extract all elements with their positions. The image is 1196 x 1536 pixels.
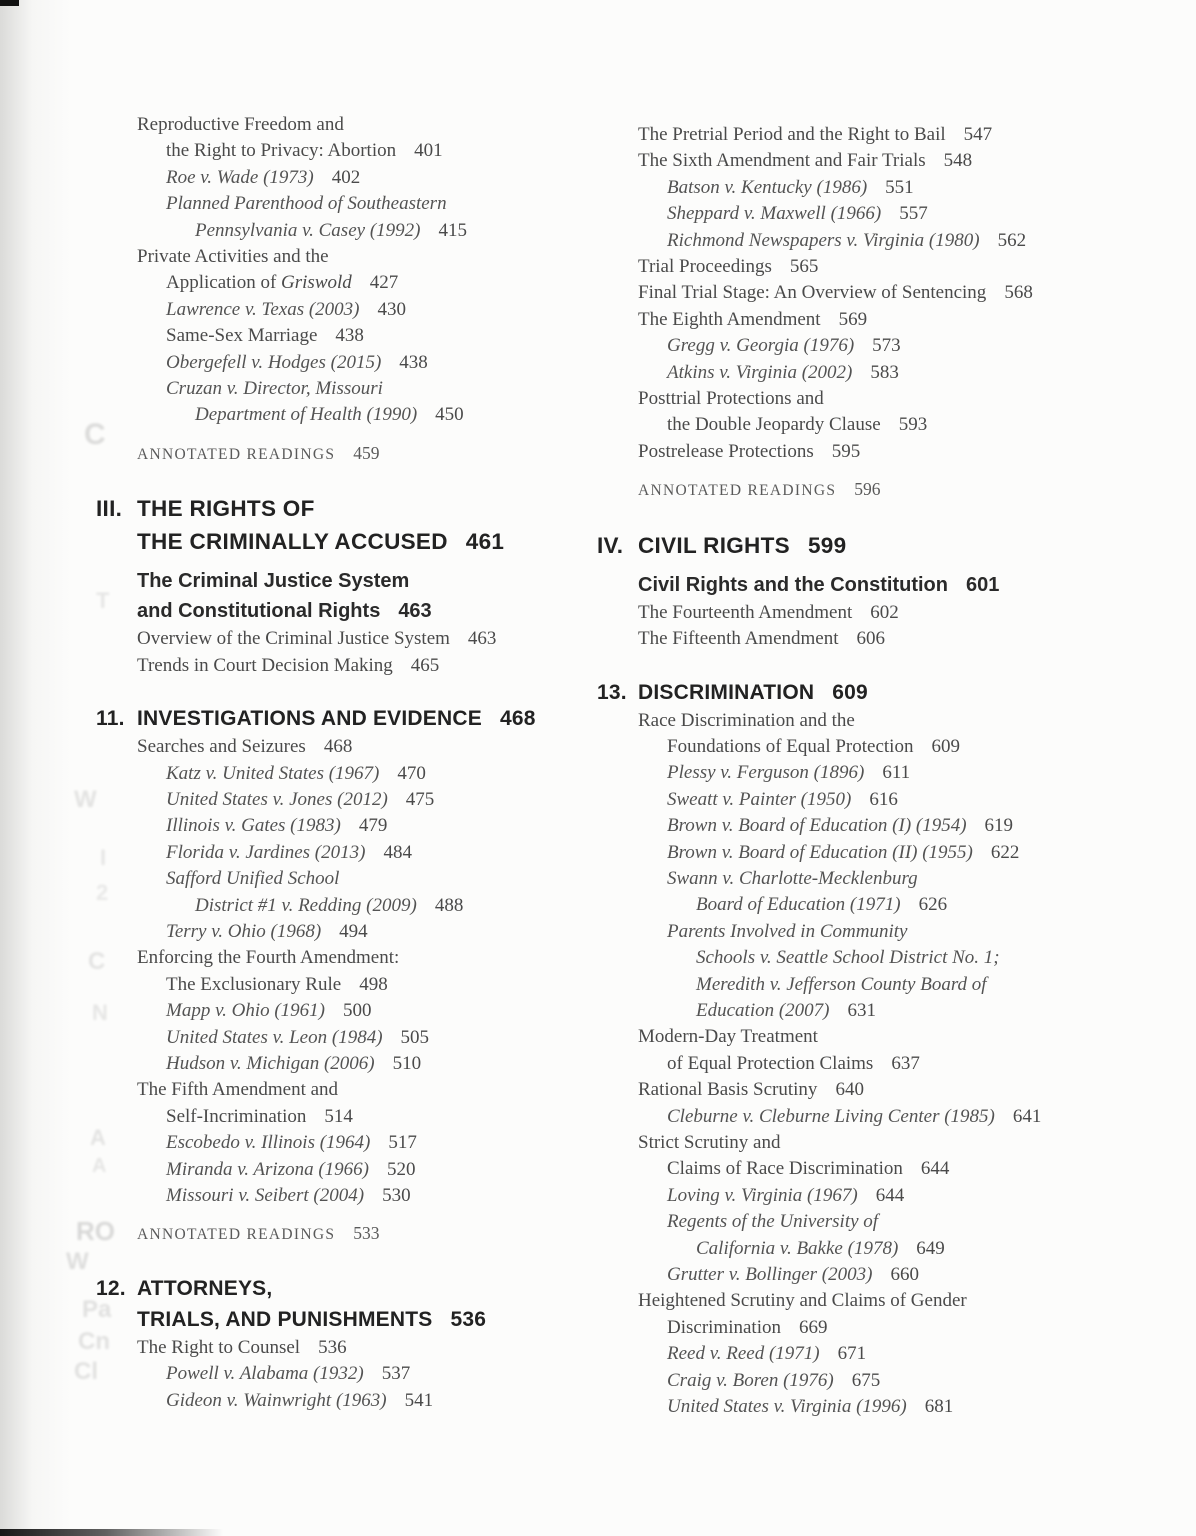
entry-page-number: 479 [358, 815, 388, 837]
toc-case-line [597, 945, 1172, 971]
toc-case-line [96, 165, 584, 191]
entry-page-number: 450 [435, 404, 464, 426]
entry-text: Grutter v. Bollinger (2003) [667, 1264, 873, 1286]
toc-case-line [96, 761, 584, 787]
entry-text: Batson v. Kentucky (1986) [667, 176, 868, 198]
entry-text: Discrimination [667, 1316, 781, 1338]
toc-section-line [597, 439, 1172, 465]
toc-case-line [96, 1130, 584, 1156]
entry-text: Rational Basis Scrutiny [638, 1079, 818, 1101]
toc-section-line [96, 112, 584, 138]
toc-section-line [597, 626, 1172, 652]
entry-text: Richmond Newspapers v. Virginia (1980) [667, 229, 980, 251]
toc-case-line [597, 760, 1172, 786]
toc-case-line [96, 1361, 584, 1387]
entry-text: Posttrial Protections and [638, 388, 824, 410]
entry-text: THE CRIMINALLY ACCUSED [137, 529, 448, 555]
toc-section-line [597, 600, 1172, 626]
toc-section-line [597, 1077, 1172, 1103]
entry-text: Modern-Day Treatment [638, 1026, 818, 1048]
entry-text: Overview of the Criminal Justice System [137, 628, 450, 650]
toc-case-line [597, 1368, 1172, 1394]
subsection-heading-line [96, 596, 584, 626]
entry-text: Atkins v. Virginia (2002) [667, 361, 853, 383]
toc-case-line [96, 893, 584, 919]
entry-page-number: 500 [343, 1000, 372, 1022]
scan-gutter-shadow [0, 0, 72, 1536]
toc-column-left [96, 0, 584, 1414]
entry-page-number: 438 [399, 351, 428, 373]
entry-text: Reproductive Freedom and [137, 114, 344, 135]
toc-case-line [597, 1341, 1172, 1367]
chapter-heading-line [597, 677, 1172, 708]
entry-page-number: 520 [387, 1158, 416, 1180]
toc-case-line [597, 998, 1172, 1024]
entry-page-number: 468 [499, 707, 536, 731]
entry-text: THE RIGHTS OF [137, 496, 315, 522]
entry-text: District #1 v. Redding (2009) [195, 894, 417, 916]
entry-text: Planned Parenthood of Southeastern [166, 193, 447, 215]
entry-page-number: 468 [323, 736, 353, 758]
entry-page-number: 562 [997, 229, 1027, 251]
entry-text: Illinois v. Gates (1983) [166, 815, 341, 837]
entry-page-number: 557 [899, 203, 928, 225]
toc-case-line [96, 297, 584, 323]
entry-number: 11. [96, 707, 125, 731]
toc-case-line [597, 972, 1172, 998]
toc-case-line [96, 376, 584, 402]
entry-page-number: 601 [965, 573, 1000, 596]
entry-text: Regents of the University of [667, 1211, 879, 1233]
entry-text: Terry v. Ohio (1968) [166, 920, 322, 942]
toc-column-right [597, 0, 1172, 1420]
entry-page-number: 510 [392, 1052, 422, 1074]
entry-text: Florida v. Jardines (2013) [166, 841, 366, 863]
subsection-heading-line [96, 566, 584, 596]
entry-page-number: 463 [467, 628, 497, 650]
entry-text: Escobedo v. Illinois (1964) [166, 1132, 371, 1154]
bleed-through-mark: 2 [96, 880, 109, 905]
scan-corner-mark [0, 0, 19, 6]
entry-page-number: 537 [381, 1363, 411, 1385]
entry-text: United States v. Jones (2012) [166, 788, 388, 810]
entry-text: Gregg v. Georgia (1976) [667, 335, 855, 357]
entry-page-number: 599 [807, 532, 847, 558]
entry-page-number: 494 [339, 920, 368, 942]
entry-page-number: 498 [359, 973, 388, 995]
entry-text: Craig v. Boren (1976) [667, 1369, 834, 1391]
entry-page-number: 596 [854, 479, 881, 500]
entry-text: Department of Health (1990) [195, 404, 418, 426]
entry-page-number: 484 [383, 841, 412, 863]
entry-text: Searches and Seizures [137, 736, 306, 758]
toc-section-line [96, 626, 584, 652]
bleed-through-mark: C [84, 418, 106, 451]
toc-case-line [96, 998, 584, 1024]
entry-page-number: 459 [353, 442, 380, 463]
bleed-through-mark: W [74, 786, 97, 813]
entry-text: United States v. Virginia (1996) [667, 1396, 907, 1418]
entry-text: Sweatt v. Painter (1950) [667, 788, 852, 810]
entry-text: Private Activities and the [137, 246, 329, 268]
entry-page-number: 616 [869, 788, 898, 810]
entry-page-number: 631 [847, 999, 877, 1021]
entry-page-number: 595 [831, 440, 861, 462]
entry-text: of Equal Protection Claims [667, 1052, 874, 1074]
toc-case-line [597, 1262, 1172, 1288]
toc-case-line [597, 813, 1172, 839]
entry-text: and Constitutional Rights [137, 600, 381, 623]
toc-case-line [597, 1394, 1172, 1420]
toc-case-line [597, 919, 1172, 945]
part-heading-line [96, 492, 584, 525]
entry-page-number: 565 [789, 256, 819, 278]
entry-page-number: 611 [882, 762, 911, 784]
part-heading-line [597, 529, 1172, 562]
toc-case-line [597, 1209, 1172, 1235]
entry-page-number: 551 [885, 176, 914, 198]
entry-text: Swann v. Charlotte-Mecklenburg [667, 867, 918, 889]
toc-case-line [96, 1051, 584, 1077]
entry-text: California v. Bakke (1978) [696, 1237, 899, 1259]
entry-text: Schools v. Seattle School District No. 1; [696, 947, 1000, 969]
toc-section-line [96, 1077, 584, 1103]
entry-page-number: 517 [388, 1132, 417, 1154]
entry-page-number: 530 [382, 1185, 411, 1206]
entry-text: the Right to Privacy: Abortion [166, 140, 397, 162]
toc-case-line [96, 218, 584, 244]
entry-text: Plessy v. Ferguson (1896) [667, 762, 865, 784]
entry-text: Foundations of Equal Protection [667, 735, 914, 757]
entry-text: Pennsylvania v. Casey (1992) [195, 219, 421, 241]
subsection-heading-line [597, 570, 1172, 600]
entry-text: ANNOTATED READINGS [137, 445, 336, 463]
entry-text: Miranda v. Arizona (1966) [166, 1158, 370, 1180]
annotated-readings-line [597, 476, 1172, 504]
bleed-through-mark: RO [76, 1216, 115, 1246]
entry-text: Reed v. Reed (1971) [667, 1343, 820, 1365]
toc-case-line [597, 840, 1172, 866]
entry-text: CIVIL RIGHTS [638, 532, 790, 558]
entry-text: Mapp v. Ohio (1961) [166, 1000, 326, 1022]
entry-page-number: 427 [369, 272, 399, 294]
entry-page-number: 622 [990, 841, 1020, 863]
entry-page-number: 430 [377, 298, 406, 320]
entry-text: Parents Involved in Community [667, 920, 908, 942]
part-heading-line [96, 525, 584, 558]
toc-section-line [597, 122, 1172, 148]
entry-text: The Eighth Amendment [638, 308, 821, 330]
entry-text: United States v. Leon (1984) [166, 1026, 383, 1048]
entry-text: Final Trial Stage: An Overview of Sentencing [638, 282, 987, 304]
toc-section-line [597, 734, 1172, 760]
entry-page-number: 470 [397, 762, 426, 784]
toc-section-line [96, 1335, 584, 1361]
entry-text: Claims of Race Discrimination [667, 1158, 903, 1180]
toc-case-line [597, 175, 1172, 201]
entry-page-number: 514 [324, 1105, 353, 1127]
toc-section-line [96, 270, 584, 296]
entry-text: ATTORNEYS, [137, 1276, 273, 1300]
entry-text: Powell v. Alabama (1932) [166, 1363, 364, 1385]
entry-page-number: 401 [414, 140, 443, 162]
entry-text: ANNOTATED READINGS [638, 482, 837, 500]
entry-page-number: 637 [891, 1052, 920, 1074]
entry-text: The Right to Counsel [137, 1336, 301, 1358]
toc-section-line [597, 280, 1172, 306]
toc-section-line [597, 386, 1172, 412]
entry-page-number: 669 [798, 1316, 828, 1338]
entry-text: Trends in Court Decision Making [137, 654, 393, 676]
entry-page-number: 475 [405, 788, 435, 810]
bleed-through-mark: A [92, 1155, 107, 1177]
bleed-through-mark: Cl [74, 1358, 98, 1385]
entry-page-number: 619 [984, 815, 1014, 837]
entry-text: The Fifteenth Amendment [638, 628, 839, 650]
toc-section-line [597, 708, 1172, 734]
chapter-heading-line [96, 703, 584, 734]
entry-text: Education (2007) [696, 999, 830, 1021]
entry-page-number: 606 [856, 628, 886, 650]
entry-page-number: 569 [838, 308, 868, 330]
entry-number: III. [96, 496, 123, 522]
entry-text: Cleburne v. Cleburne Living Center (1985) [667, 1105, 995, 1127]
toc-section-line [597, 412, 1172, 438]
entry-page-number: 675 [851, 1369, 881, 1391]
toc-case-line [96, 866, 584, 892]
entry-page-number: 602 [870, 601, 899, 623]
entry-text: Gideon v. Wainwright (1963) [166, 1389, 387, 1411]
entry-text: The Criminal Justice System [137, 570, 410, 593]
entry-text: Roe v. Wade (1973) [166, 166, 314, 188]
toc-section-line [96, 653, 584, 679]
entry-page-number: 461 [465, 529, 505, 555]
entry-page-number: 533 [353, 1223, 380, 1244]
toc-section-line [96, 1104, 584, 1130]
entry-text: Safford Unified School [166, 868, 340, 890]
toc-case-line [597, 1104, 1172, 1130]
toc-case-line [96, 402, 584, 428]
entry-text: Same-Sex Marriage [166, 325, 318, 347]
toc-section-line [597, 1288, 1172, 1314]
entry-page-number: 644 [920, 1158, 950, 1180]
entry-page-number: 438 [335, 325, 364, 347]
entry-page-number: 593 [898, 414, 928, 436]
entry-text: Katz v. United States (1967) [166, 762, 380, 784]
bleed-through-mark: Cn [78, 1328, 110, 1355]
entry-text: The Pretrial Period and the Right to Bail [638, 124, 946, 145]
toc-section-line [96, 972, 584, 998]
entry-page-number: 660 [890, 1264, 919, 1286]
entry-page-number: 505 [400, 1026, 430, 1048]
entry-text: Hudson v. Michigan (2006) [166, 1052, 375, 1074]
entry-text: Self-Incrimination [166, 1105, 307, 1127]
entry-page-number: 609 [832, 680, 868, 704]
toc-case-line [96, 350, 584, 376]
toc-section-line [597, 307, 1172, 333]
entry-page-number: 609 [931, 735, 960, 757]
entry-page-number: 536 [450, 1307, 487, 1331]
entry-text: Application of [166, 272, 282, 294]
entry-page-number: 547 [963, 124, 993, 145]
entry-page-number: 548 [943, 150, 973, 172]
entry-text: the Double Jeopardy Clause [667, 414, 881, 436]
entry-page-number: 681 [924, 1396, 954, 1418]
entry-text: The Sixth Amendment and Fair Trials [638, 150, 926, 172]
toc-section-line [96, 138, 584, 164]
entry-page-number: 641 [1012, 1105, 1042, 1127]
entry-text: Trial Proceedings [638, 256, 772, 278]
entry-text: Board of Education (1971) [696, 894, 901, 916]
toc-case-line [96, 813, 584, 839]
bleed-through-mark: I [100, 845, 107, 870]
entry-page-number: 568 [1004, 282, 1033, 304]
entry-page-number: 649 [916, 1237, 945, 1259]
toc-section-line [597, 1051, 1172, 1077]
entry-page-number: 573 [872, 335, 901, 357]
entry-text: The Exclusionary Rule [166, 973, 342, 995]
toc-section-line [597, 1156, 1172, 1182]
entry-page-number: 644 [875, 1184, 905, 1206]
toc-case-line [96, 1388, 584, 1414]
entry-number: 13. [597, 680, 627, 704]
entry-text: Sheppard v. Maxwell (1966) [667, 203, 882, 225]
entry-text: Meredith v. Jefferson County Board of [696, 973, 987, 995]
entry-text: Missouri v. Seibert (2004) [166, 1185, 365, 1206]
bleed-through-mark: C [88, 948, 106, 975]
toc-section-line [96, 734, 584, 760]
bleed-through-mark: T [96, 588, 110, 613]
toc-case-line [96, 787, 584, 813]
entry-page-number: 402 [331, 166, 361, 188]
toc-section-line [597, 1130, 1172, 1156]
toc-case-line [96, 1025, 584, 1051]
entry-page-number: 465 [410, 654, 440, 676]
entry-text: Enforcing the Fourth Amendment: [137, 947, 400, 969]
toc-section-line [96, 323, 584, 349]
entry-text: Strict Scrutiny and [638, 1132, 781, 1153]
entry-page-number: 536 [318, 1336, 347, 1358]
entry-page-number: 583 [870, 361, 899, 383]
toc-section-line [597, 148, 1172, 174]
chapter-heading-line [96, 1304, 584, 1335]
toc-section-line [597, 1315, 1172, 1341]
scan-bottom-edge-strip [0, 1529, 235, 1536]
bleed-through-mark: Pa [82, 1296, 112, 1323]
entry-text: TRIALS, AND PUNISHMENTS [137, 1307, 433, 1331]
toc-case-line [597, 1236, 1172, 1262]
entry-text: Cruzan v. Director, Missouri [166, 378, 383, 400]
entry-text: Civil Rights and the Constitution [638, 573, 948, 596]
bleed-through-mark: A [90, 1125, 106, 1150]
entry-text: The Fourteenth Amendment [638, 601, 853, 623]
toc-case-line [96, 1183, 584, 1209]
toc-case-line [597, 787, 1172, 813]
toc-case-line [597, 228, 1172, 254]
annotated-readings-line [96, 1220, 584, 1248]
toc-section-line [96, 945, 584, 971]
annotated-readings-line [96, 440, 584, 468]
toc-case-line [597, 333, 1172, 359]
toc-section-line [597, 1024, 1172, 1050]
toc-case-line [96, 840, 584, 866]
entry-page-number: 541 [404, 1389, 434, 1411]
entry-text: Lawrence v. Texas (2003) [166, 298, 360, 320]
toc-case-line [96, 191, 584, 217]
entry-text: Heightened Scrutiny and Claims of Gender [638, 1290, 967, 1312]
entry-page-number: 488 [434, 894, 464, 916]
entry-text: Race Discrimination and the [638, 709, 855, 731]
toc-case-line [96, 919, 584, 945]
entry-page-number: 415 [438, 219, 467, 241]
entry-text: INVESTIGATIONS AND EVIDENCE [137, 707, 482, 731]
entry-text: The Fifth Amendment and [137, 1079, 339, 1101]
entry-number: IV. [597, 532, 624, 558]
toc-section-line [96, 244, 584, 270]
entry-page-number: 626 [918, 894, 948, 916]
toc-case-line [96, 1157, 584, 1183]
toc-case-line [597, 866, 1172, 892]
entry-page-number: 463 [398, 600, 432, 623]
toc-case-line [597, 360, 1172, 386]
entry-page-number: 640 [835, 1079, 864, 1101]
entry-text: Brown v. Board of Education (II) (1955) [667, 841, 973, 863]
toc-section-line [597, 254, 1172, 280]
toc-case-line [597, 1183, 1172, 1209]
entry-page-number: 671 [837, 1343, 867, 1365]
bleed-through-mark: W [66, 1248, 89, 1275]
chapter-heading-line [96, 1273, 584, 1304]
toc-case-line [597, 201, 1172, 227]
bleed-through-mark: N [92, 1000, 108, 1025]
entry-text: DISCRIMINATION [638, 680, 815, 704]
entry-text: ANNOTATED READINGS [137, 1226, 336, 1244]
entry-text: Loving v. Virginia (1967) [667, 1184, 858, 1206]
entry-text: Brown v. Board of Education (I) (1954) [667, 815, 967, 837]
entry-text: Obergefell v. Hodges (2015) [166, 351, 382, 373]
entry-text-italic: Griswold [281, 272, 352, 294]
entry-number: 12. [96, 1276, 126, 1300]
toc-case-line [597, 892, 1172, 918]
entry-text: Postrelease Protections [638, 440, 814, 462]
